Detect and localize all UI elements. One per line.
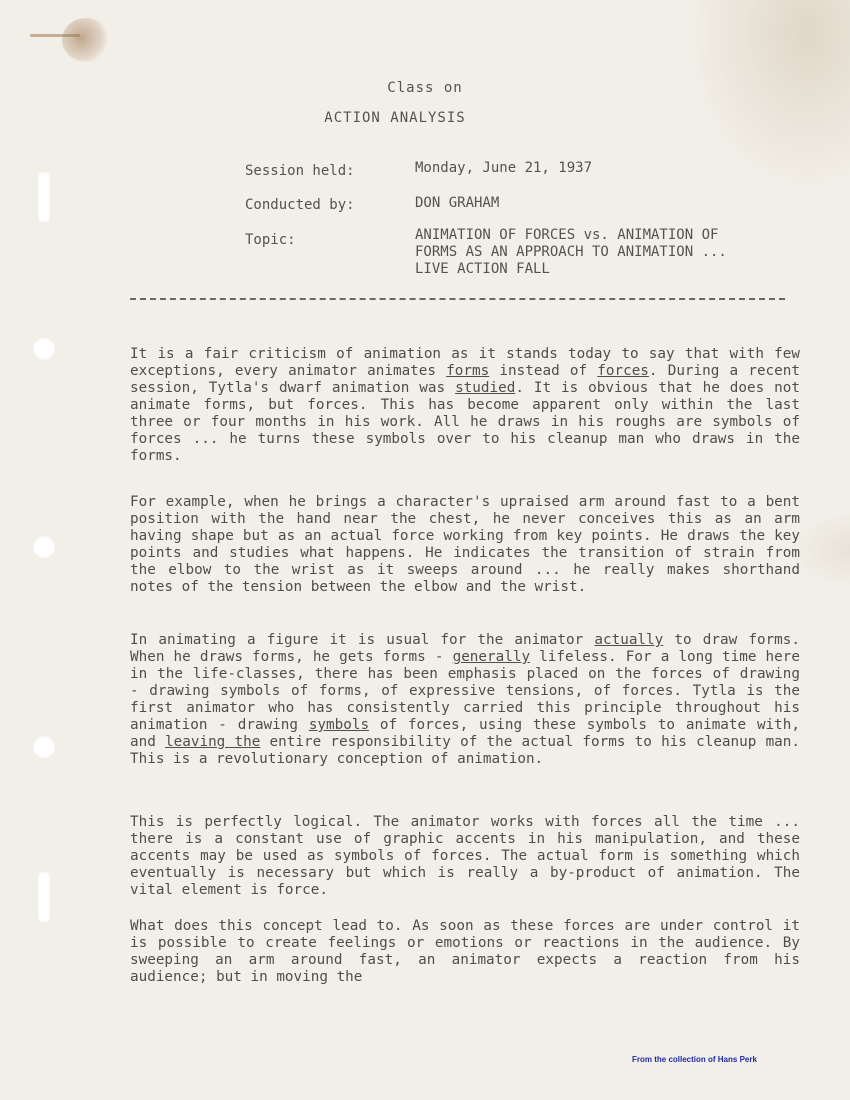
coffee-stain [62,18,110,62]
p3-text-e: entire responsibility of the actual forms to his cleanup man. This is a revolutionary conception of animation. [130,734,800,767]
p3-text-d: of forces, using these symbols to animate with, and [130,717,800,750]
p3-underline-leaving: leaving the [165,734,261,750]
p3-text-c: lifeless. For a long time here in the life-classes, there has been emphasis placed on the forces of drawing - drawing symbols of forms, of expressive tensions, of forces. Tytla is the first animator who has consistently carried this principle throughout his animation - drawing [130,649,800,733]
dashed-divider [130,298,785,300]
header-line-2: ACTION ANALYSIS [324,110,466,126]
collection-credit: From the collection of Hans Perk [632,1055,757,1064]
p3-text-b: to draw forms. When he draws forms, he gets forms - [130,632,800,665]
binder-slot-bottom [38,872,50,922]
session-label: Session held: [245,163,355,179]
binder-slot-top [38,172,50,222]
p3-underline-symbols: symbols [308,717,370,733]
p1-underline-forms: forms [446,363,490,379]
binder-hole-2 [33,536,55,558]
paragraph-1 [130,346,800,465]
p1-text-c: . During a recent session, Tytla's dwarf animation was [130,363,800,396]
topic-label: Topic: [245,232,296,248]
binder-hole-3 [33,736,55,758]
paragraph-4: This is perfectly logical. The animator works with forces all the time ... there is a constant use of graphic accents in his manipulation, and these accents may be used as symbols of forces. The actual form is something which eventually is necessary but which is really a by-product of animation. The vital element is force. [130,814,800,898]
p3-text-a: In animating a figure it is usual for the animator [130,632,595,648]
p1-text-a: It is a fair criticism of animation as it stands today to say that with few exceptions, every animator animates [130,346,800,379]
paragraph-3 [130,632,800,768]
paragraph-2: For example, when he brings a character's upraised arm around fast to a bent position with the hand near the chest, he never conceives this as an arm having shape but as an actual force working from key points. He draws the key points and studies what happens. He indicates the transition of strain from the elbow to the wrist as it sweeps around ... he really makes shorthand notes of the tension between the elbow and the wrist. [130,494,800,595]
topic-value: ANIMATION OF FORCES vs. ANIMATION OF FORMS AS AN APPROACH TO ANIMATION ... LIVE ACTION FALL [415,227,727,277]
conducted-label: Conducted by: [245,197,355,213]
paragraph-5: What does this concept lead to. As soon as these forces are under control it is possible to create feelings or emotions or reactions in the audience. By sweeping an arm around fast, an animator expects a reaction from his audience; but in moving the [130,918,800,985]
p3-underline-generally: generally [452,649,531,665]
p1-text-d: . It is obvious that he does not animate forms, but forces. This has become apparent only within the last three or four months in his work. All he draws in his roughs are symbols of forces ... he turns these symbols over to his cleanup man who draws in the forms. [130,380,800,464]
session-value: Monday, June 21, 1937 [415,160,593,176]
p1-underline-studied: studied [455,380,516,396]
staple-mark [30,34,80,37]
header-line-1: Class on [387,80,463,96]
p1-underline-forces: forces [597,363,649,379]
conducted-value: DON GRAHAM [415,195,500,211]
p3-underline-actually: actually [594,632,664,648]
p1-text-b: instead of [489,363,598,379]
binder-hole-1 [33,338,55,360]
